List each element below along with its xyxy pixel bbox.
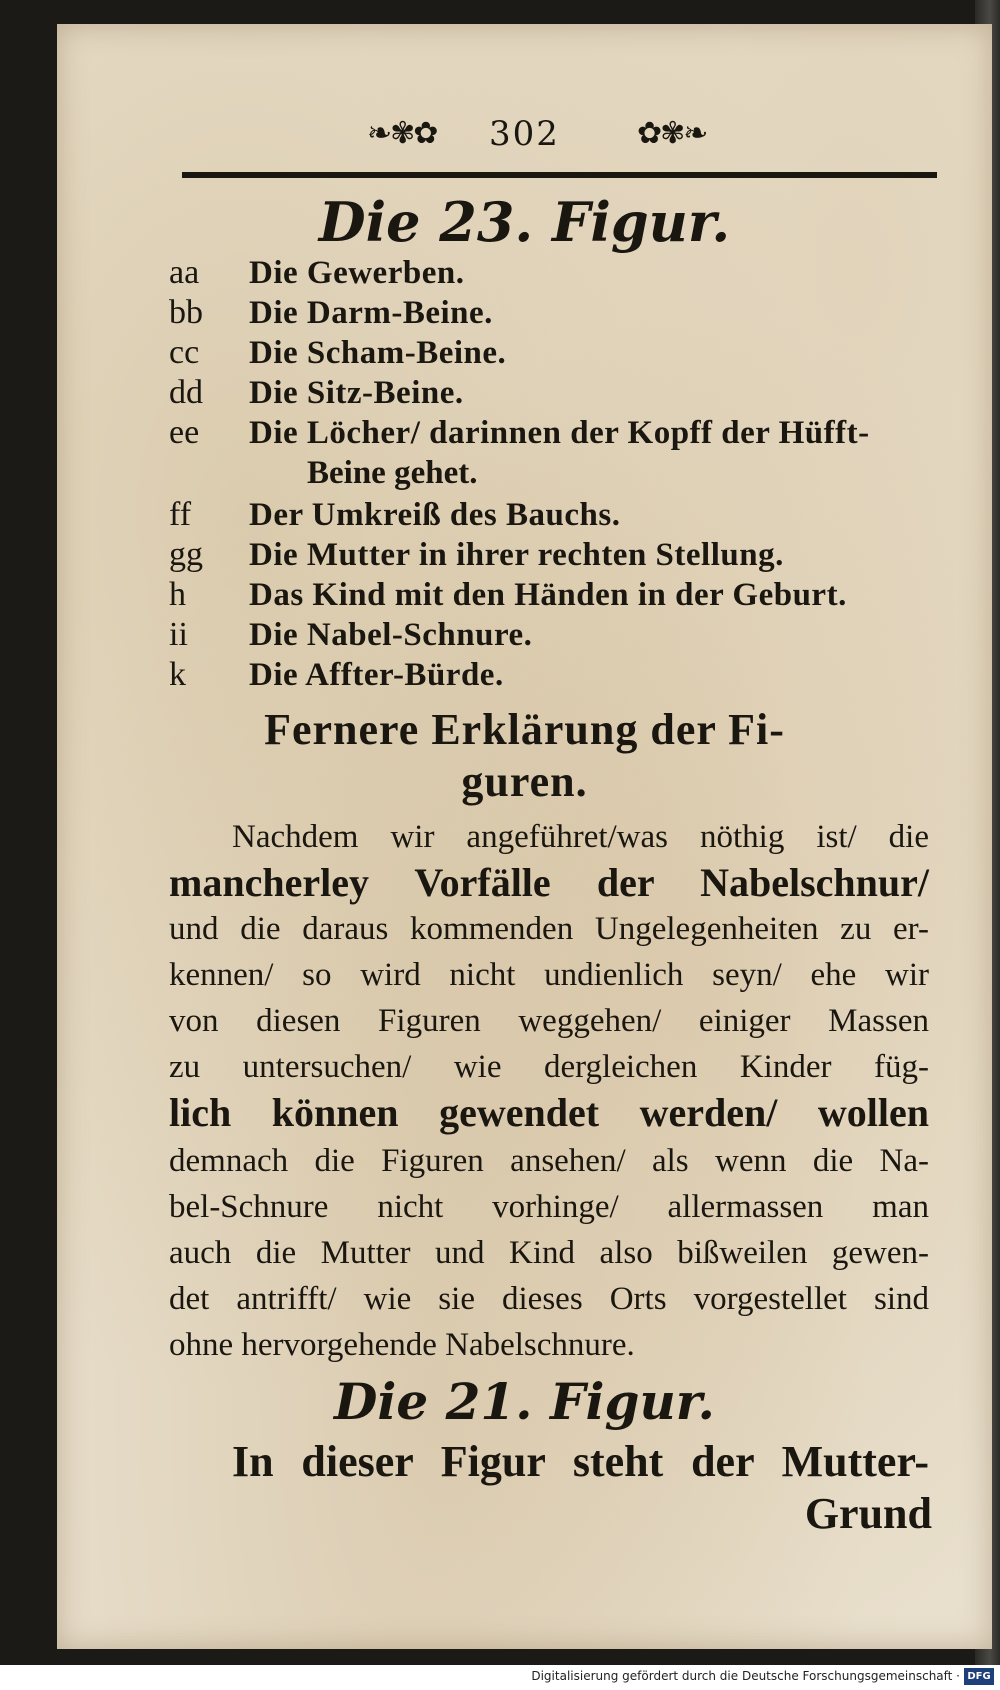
footer-bar	[0, 1665, 1000, 1690]
dfg-logo-icon: DFG	[964, 1668, 994, 1685]
legend-continuation: Beine gehet.	[307, 455, 478, 491]
body-line: det antrifft/ wie sie dieses Orts vorgestellet sind	[169, 1281, 929, 1317]
legend-text: Die Nabel-Schnure.	[249, 617, 533, 653]
legend-key: dd	[169, 374, 203, 411]
legend-text: Das Kind mit den Händen in der Geburt.	[249, 577, 847, 613]
body-line: bel-Schnure nicht vorhinge/ allermassen man	[169, 1189, 929, 1225]
body-line: auch die Mutter und Kind also bißweilen gewen-	[169, 1235, 929, 1271]
legend-key: h	[169, 576, 186, 613]
legend-key: bb	[169, 294, 203, 331]
legend-text: Die Gewerben.	[249, 255, 465, 291]
body-line: kennen/ so wird nicht undienlich seyn/ ehe wir	[169, 957, 929, 993]
page-number: 302	[489, 114, 560, 154]
legend-text: Die Affter-Bürde.	[249, 657, 504, 693]
body-line: mancherley Vorfälle der Nabelschnur/	[169, 860, 929, 905]
ornament-left-icon: ❧✾✿	[367, 116, 437, 151]
body-line: demnach die Figuren ansehen/ als wenn die Na-	[169, 1143, 929, 1179]
body-line: von diesen Figuren weggehen/ einiger Massen	[169, 1003, 929, 1039]
legend-text: Der Umkreiß des Bauchs.	[249, 497, 621, 533]
legend-key: cc	[169, 334, 200, 371]
footer-credit: Digitalisierung gefördert durch die Deutsche Forschungsgemeinschaft ·	[531, 1669, 960, 1683]
legend-text: Die Sitz-Beine.	[249, 375, 464, 411]
body-line: lich können gewendet werden/ wollen	[169, 1090, 929, 1135]
body-line: ohne hervorgehende Nabelschnure.	[169, 1327, 635, 1363]
legend-key: k	[169, 656, 186, 693]
figure-title: Die 23. Figur.	[318, 190, 731, 254]
legend-text: Die Mutter in ihrer rechten Stellung.	[249, 537, 784, 573]
next-figure-first-line: In dieser Figur steht der Mutter-	[232, 1437, 929, 1486]
catchword: Grund	[804, 1489, 932, 1538]
body-line: zu untersuchen/ wie dergleichen Kinder füg-	[169, 1049, 929, 1085]
ornament-right-icon: ✿✾❧	[637, 116, 707, 151]
section-heading-line2: guren.	[461, 757, 588, 806]
book-page	[57, 24, 992, 1649]
legend-text: Die Scham-Beine.	[249, 335, 507, 371]
body-line: Nachdem wir angeführet/was nöthig ist/ die	[232, 819, 929, 855]
legend-text: Die Darm-Beine.	[249, 295, 493, 331]
header-rule	[182, 172, 937, 178]
legend-text: Die Löcher/ darinnen der Kopff der Hüfft-	[249, 415, 870, 451]
legend-key: aa	[169, 254, 200, 291]
legend-key: ii	[169, 616, 188, 653]
legend-key: gg	[169, 536, 203, 573]
page-header	[57, 104, 992, 164]
body-line: und die daraus kommenden Ungelegenheiten zu er-	[169, 911, 929, 947]
legend-key: ee	[169, 414, 200, 451]
section-heading-line1: Fernere Erklärung der Fi-	[264, 705, 785, 754]
next-figure-title: Die 21. Figur.	[334, 1372, 715, 1431]
legend-key: ff	[169, 496, 192, 533]
